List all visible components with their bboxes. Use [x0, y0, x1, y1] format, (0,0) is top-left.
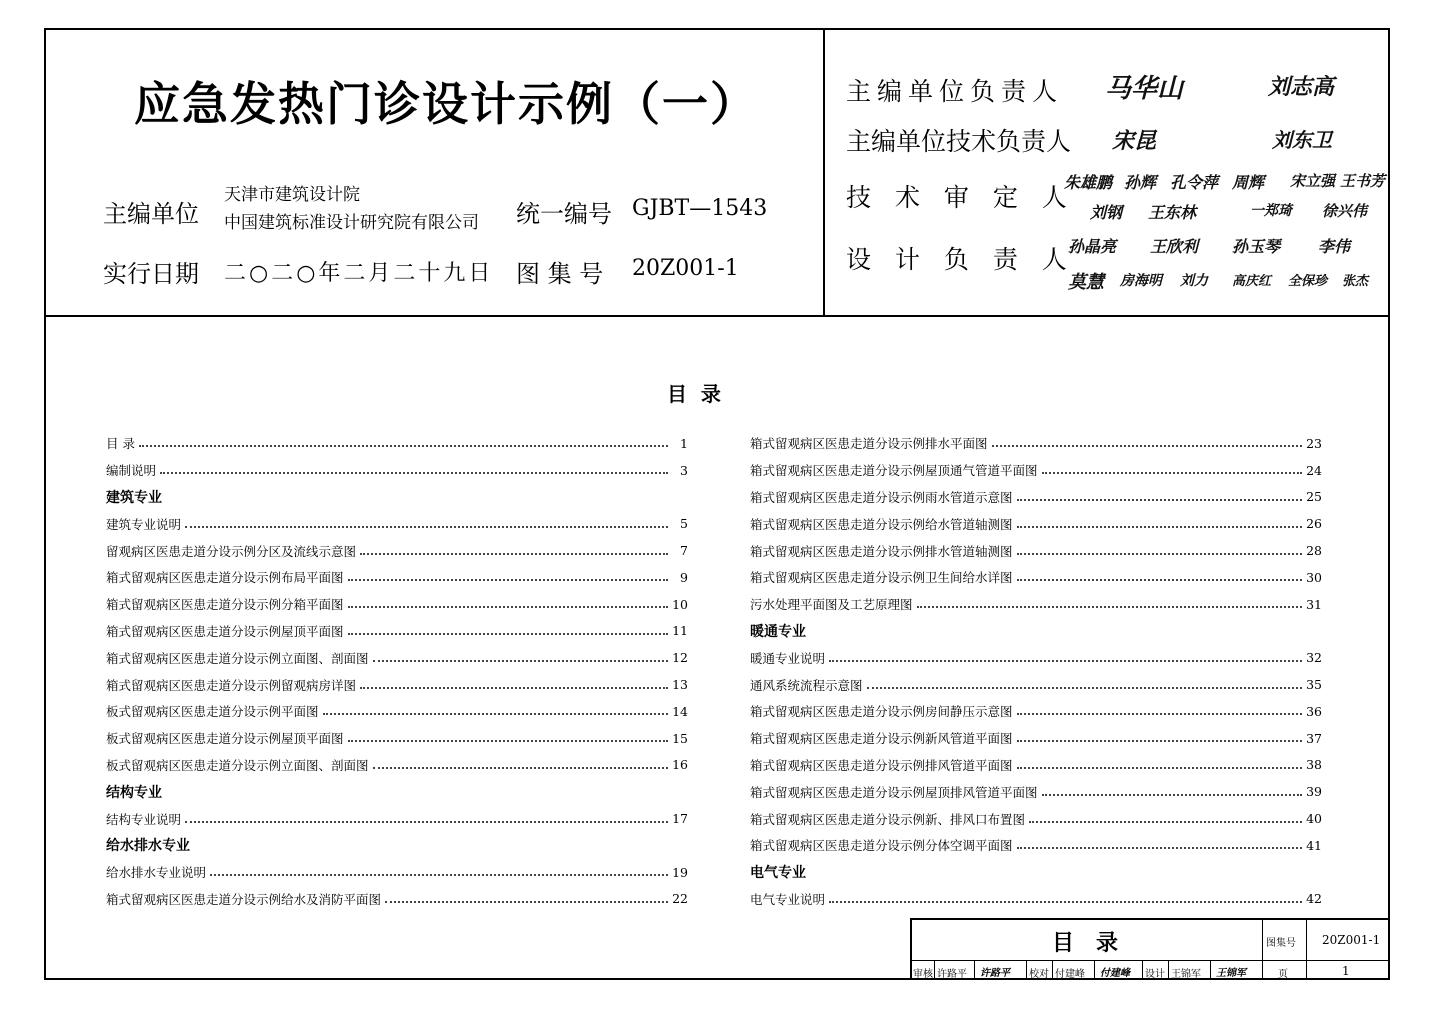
toc-page-number: 30	[1306, 569, 1322, 585]
toc-page-number: 37	[1306, 730, 1322, 746]
toc-entry-title: 箱式留观病区医患走道分设示例布局平面图	[106, 570, 344, 586]
atlas-no: 20Z001-1	[632, 256, 739, 281]
toc-section-title: 结构专业	[106, 784, 162, 801]
toc-section-heading	[106, 484, 688, 511]
toc-entry	[750, 886, 1322, 913]
toc-leader-dots	[829, 660, 1302, 662]
toc-section-heading	[750, 859, 1322, 886]
toc-leader-dots	[360, 553, 668, 555]
toc-page-number: 39	[1306, 784, 1322, 800]
toc-entry-title: 箱式留观病区医患走道分设示例房间静压示意图	[750, 704, 1013, 720]
toc-leader-dots	[323, 713, 668, 715]
toc-page-number: 42	[1306, 891, 1322, 907]
toc-page-number: 32	[1306, 650, 1322, 666]
toc-leader-dots	[185, 526, 668, 528]
toc-page-number: 15	[672, 730, 688, 746]
toc-page-number: 16	[672, 757, 688, 773]
toc-entry	[750, 778, 1322, 805]
signature-tech-2: 刘东卫	[1272, 128, 1332, 152]
toc-leader-dots	[1017, 553, 1302, 555]
toc-page-number: 3	[680, 462, 688, 478]
toc-page-number: 25	[1306, 489, 1322, 505]
toc-entry	[750, 591, 1322, 618]
review-label: 审核	[913, 969, 933, 980]
toc-leader-dots	[992, 445, 1302, 447]
toc-page-number: 14	[672, 703, 688, 719]
page-label: 页	[1278, 969, 1288, 980]
toc-page-number: 35	[1306, 677, 1322, 693]
toc-entry	[106, 618, 688, 645]
toc-entry-title: 污水处理平面图及工艺原理图	[750, 597, 913, 613]
toc-leader-dots	[1042, 472, 1302, 474]
toc-entry-title: 留观病区医患走道分设示例分区及流线示意图	[106, 543, 357, 559]
atlas-title: 应急发热门诊设计示例（一）	[134, 77, 758, 131]
toc-entry-title: 目 录	[106, 436, 135, 452]
toc-entry	[106, 510, 688, 537]
toc-title: 目 录	[667, 382, 721, 406]
toc-page-number: 23	[1306, 435, 1322, 451]
effective-date: 二○二○年二月二十九日	[224, 261, 494, 286]
toc-leader-dots	[1029, 821, 1302, 823]
toc-left-column	[106, 430, 688, 912]
toc-entry-title: 箱式留观病区医患走道分设示例雨水管道示意图	[750, 489, 1013, 505]
atlas-no-label-small: 图集号	[1266, 938, 1296, 949]
toc-leader-dots	[1017, 579, 1302, 581]
toc-entry-title: 板式留观病区医患走道分设示例屋顶平面图	[106, 731, 344, 747]
title-block	[910, 918, 1390, 980]
page-number: 1	[1342, 964, 1350, 978]
toc-entry-title: 板式留观病区医患走道分设示例立面图、剖面图	[106, 757, 369, 773]
toc-page-number: 5	[680, 516, 688, 532]
toc-page-number: 40	[1306, 811, 1322, 827]
toc-page-number: 36	[1306, 703, 1322, 719]
toc-entry	[750, 644, 1322, 671]
toc-page-number: 38	[1306, 757, 1322, 773]
signature-head-2: 刘志高	[1268, 74, 1335, 100]
signature-designer: 高庆红	[1232, 274, 1272, 289]
toc-leader-dots	[1017, 499, 1302, 501]
signature-reviewer: 刘钢	[1090, 203, 1123, 222]
toc-entry-title: 箱式留观病区医患走道分设示例立面图、剖面图	[106, 650, 369, 666]
signature-tech-1: 宋昆	[1112, 128, 1157, 154]
signature-designer: 房海明	[1120, 273, 1162, 289]
signature-reviewer: 徐兴伟	[1322, 202, 1368, 220]
toc-leader-dots	[210, 874, 668, 876]
toc-entry-title: 结构专业说明	[106, 811, 182, 827]
unified-code: GJBT—1543	[632, 196, 768, 221]
toc-page-number: 26	[1306, 516, 1322, 532]
toc-section-heading	[750, 618, 1322, 645]
toc-entry	[750, 457, 1322, 484]
toc-entry-title: 箱式留观病区医患走道分设示例排水管道轴测图	[750, 543, 1013, 559]
toc-page-number: 31	[1306, 596, 1322, 612]
signature-designer: 王欣利	[1150, 237, 1199, 256]
atlas-no-small: 20Z001-1	[1322, 933, 1381, 947]
toc-entry-title: 箱式留观病区医患走道分设示例留观病房详图	[106, 677, 357, 693]
toc-section-title: 给水排水专业	[106, 838, 190, 855]
signature-reviewer: 王书芳	[1340, 172, 1386, 190]
toc-entry-title: 电气专业说明	[750, 891, 826, 907]
toc-leader-dots	[1017, 713, 1302, 715]
toc-leader-dots	[829, 901, 1302, 903]
toc-entry	[106, 457, 688, 484]
signature-designer: 孙玉琴	[1232, 237, 1281, 256]
toc-entry-title: 箱式留观病区医患走道分设示例排水平面图	[750, 436, 988, 452]
toc-entry	[750, 698, 1322, 725]
toc-entry-title: 箱式留观病区医患走道分设示例新风管道平面图	[750, 731, 1013, 747]
toc-leader-dots	[139, 445, 668, 447]
title-block-title: 目录	[1052, 931, 1141, 956]
toc-entry-title: 暖通专业说明	[750, 650, 826, 666]
toc-entry-title: 建筑专业说明	[106, 516, 182, 532]
toc-entry	[106, 859, 688, 886]
toc-page-number: 41	[1306, 837, 1322, 853]
toc-page-number: 17	[672, 811, 688, 827]
toc-leader-dots	[373, 660, 668, 662]
toc-section-title: 建筑专业	[106, 489, 162, 506]
toc-entry	[106, 698, 688, 725]
toc-entry	[750, 671, 1322, 698]
unified-code-label: 统一编号	[516, 200, 612, 228]
tech-reviewer-label: 技 术 审 定 人	[846, 183, 1075, 212]
toc-section-heading	[106, 832, 688, 859]
toc-section-title: 暖通专业	[750, 623, 806, 640]
editor-unit-line1: 天津市建筑设计院	[224, 185, 360, 205]
toc-page-number: 11	[672, 623, 688, 639]
signature-designer: 刘力	[1180, 273, 1208, 289]
signature-designer: 李伟	[1318, 237, 1351, 256]
signature-reviewer: 孔令萍	[1170, 173, 1219, 192]
signature-designer: 张杰	[1342, 274, 1369, 289]
toc-leader-dots	[348, 579, 668, 581]
toc-leader-dots	[1017, 767, 1302, 769]
toc-page-number: 9	[680, 569, 688, 585]
header-column-divider	[823, 28, 825, 316]
toc-leader-dots	[185, 821, 668, 823]
check-label: 校对	[1029, 969, 1049, 980]
signature-reviewer: 周辉	[1232, 173, 1265, 192]
toc-entry	[750, 537, 1322, 564]
toc-entry-title: 箱式留观病区医患走道分设示例卫生间给水详图	[750, 570, 1013, 586]
toc-entry	[106, 752, 688, 779]
toc-page-number: 12	[672, 650, 688, 666]
toc-entry-title: 箱式留观病区医患走道分设示例屋顶平面图	[106, 623, 344, 639]
toc-right-column	[750, 430, 1322, 912]
toc-entry	[106, 537, 688, 564]
toc-entry-title: 箱式留观病区医患走道分设示例屋顶排风管道平面图	[750, 784, 1038, 800]
check-name: 付建峰	[1055, 969, 1085, 980]
toc-entry	[106, 564, 688, 591]
chief-unit-head-label: 主编单位负责人	[846, 77, 1064, 106]
toc-leader-dots	[1017, 847, 1302, 849]
signature-reviewer: 朱雄鹏	[1064, 173, 1113, 192]
toc-leader-dots	[348, 633, 668, 635]
toc-entry	[106, 886, 688, 913]
toc-entry-title: 箱式留观病区医患走道分设示例给水管道轴测图	[750, 516, 1013, 532]
toc-page-number: 1	[680, 435, 688, 451]
editor-unit-label: 主编单位	[103, 200, 199, 228]
toc-entry	[106, 805, 688, 832]
toc-page-number: 22	[672, 891, 688, 907]
review-signature: 许路平	[980, 968, 1010, 979]
signature-designer: 孙晶亮	[1068, 237, 1117, 256]
toc-entry	[750, 510, 1322, 537]
signature-reviewer: 宋立强	[1290, 172, 1336, 190]
toc-entry-title: 箱式留观病区医患走道分设示例屋顶通气管道平面图	[750, 463, 1038, 479]
toc-entry	[750, 805, 1322, 832]
toc-entry-title: 箱式留观病区医患走道分设示例分体空调平面图	[750, 838, 1013, 854]
toc-entry-title: 箱式留观病区医患走道分设示例排风管道平面图	[750, 757, 1013, 773]
toc-entry	[750, 484, 1322, 511]
toc-page-number: 24	[1306, 462, 1322, 478]
toc-entry-title: 给水排水专业说明	[106, 865, 207, 881]
signature-head-1: 马华山	[1105, 74, 1184, 104]
signature-reviewer: 孙辉	[1124, 173, 1157, 192]
signature-designer: 莫慧	[1068, 272, 1104, 293]
toc-entry-title: 编制说明	[106, 463, 157, 479]
editor-unit-line2: 中国建筑标准设计研究院有限公司	[224, 213, 479, 233]
toc-entry	[750, 725, 1322, 752]
toc-page-number: 10	[672, 596, 688, 612]
signature-reviewer: 王东林	[1148, 203, 1197, 222]
toc-entry-title: 板式留观病区医患走道分设示例平面图	[106, 704, 319, 720]
toc-section-title: 电气专业	[750, 865, 806, 882]
toc-leader-dots	[373, 767, 668, 769]
check-signature: 付建峰	[1100, 968, 1130, 979]
toc-page-number: 28	[1306, 543, 1322, 559]
toc-entry	[750, 430, 1322, 457]
toc-leader-dots	[1042, 794, 1302, 796]
toc-leader-dots	[348, 740, 668, 742]
chief-unit-tech-head-label: 主编单位技术负责人	[846, 127, 1072, 156]
toc-leader-dots	[917, 606, 1302, 608]
toc-leader-dots	[160, 472, 668, 474]
design-signature: 王锦军	[1216, 968, 1246, 979]
atlas-no-label: 图 集 号	[516, 260, 604, 288]
toc-entry	[106, 591, 688, 618]
toc-entry-title: 箱式留观病区医患走道分设示例新、排风口布置图	[750, 811, 1026, 827]
toc-entry	[750, 752, 1322, 779]
toc-leader-dots	[867, 687, 1302, 689]
signature-designer: 全保珍	[1288, 274, 1328, 289]
toc-entry	[750, 832, 1322, 859]
header-divider	[44, 315, 1390, 317]
toc-entry	[106, 644, 688, 671]
toc-entry	[106, 671, 688, 698]
toc-entry-title: 箱式留观病区医患走道分设示例给水及消防平面图	[106, 891, 382, 907]
toc-entry	[106, 725, 688, 752]
toc-entry-title: 箱式留观病区医患走道分设示例分箱平面图	[106, 597, 344, 613]
toc-page-number: 7	[680, 543, 688, 559]
design-label: 设计	[1145, 969, 1165, 980]
toc-leader-dots	[360, 687, 668, 689]
toc-entry-title: 通风系统流程示意图	[750, 677, 863, 693]
signature-reviewer: 一郑琦	[1250, 203, 1292, 219]
toc-leader-dots	[1017, 526, 1302, 528]
design-head-label: 设 计 负 责 人	[846, 245, 1075, 274]
design-name: 王锦军	[1171, 969, 1201, 980]
effective-date-label: 实行日期	[103, 260, 199, 288]
toc-page-number: 19	[672, 864, 688, 880]
toc-leader-dots	[348, 606, 668, 608]
review-name: 许路平	[937, 969, 967, 980]
toc-entry	[750, 564, 1322, 591]
toc-leader-dots	[385, 901, 668, 903]
toc-entry	[106, 430, 688, 457]
toc-leader-dots	[1017, 740, 1302, 742]
toc-section-heading	[106, 778, 688, 805]
toc-page-number: 13	[672, 677, 688, 693]
